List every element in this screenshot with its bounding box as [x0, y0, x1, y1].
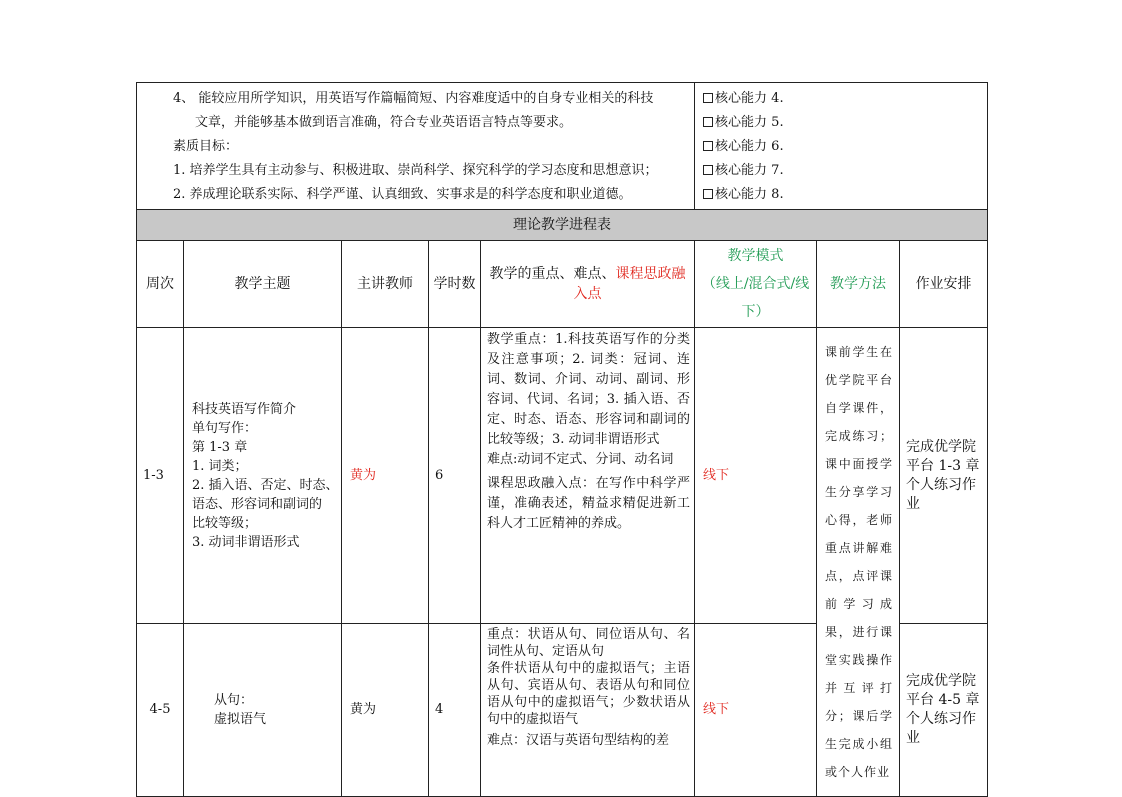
objectives-row — [137, 83, 988, 210]
checkbox-icon — [703, 165, 713, 175]
ability-item: 核心能力 5. — [703, 111, 983, 135]
objectives-cell — [137, 83, 695, 210]
ability-item: 核心能力 8. — [703, 183, 983, 207]
week-cell: 1-3 — [137, 328, 184, 624]
section-title-row — [137, 210, 988, 241]
checkbox-icon — [703, 93, 713, 103]
focus-cell: 重点：状语从句、同位语从句、名词性从句、定语从句 条件状语从句中的虚拟语气；主语从句、宾语从句、表语从句和同位语从句中的虚拟语气；少数状语从句中的虚拟语气 难点：汉语与英语句型结构的差 — [481, 624, 695, 797]
objective-line: 2. 养成理论联系实际、科学严谨、认真细致、实事求是的科学态度和职业道德。 — [173, 187, 632, 202]
checkbox-icon — [703, 117, 713, 127]
homework-cell: 完成优学院平台 1-3 章个人练习作业 — [900, 328, 988, 624]
method-cell: 课前学生在优学院平台自学课件，完成练习；课中面授学生分享学习心得，老师重点讲解难点，点评课前学习成果，进行课堂实践操作并互评打分；课后学生完成小组或个人作业 — [817, 328, 900, 797]
section-title: 理论教学进程表 — [137, 210, 988, 241]
checkbox-icon — [703, 141, 713, 151]
objective-line: 4、 能较应用所学知识，用英语写作篇幅简短、内容难度适中的自身专业相关的科技 — [173, 91, 654, 106]
objective-heading: 素质目标： — [173, 139, 239, 154]
header-focus: 教学的重点、难点、课程思政融入点 — [481, 241, 695, 328]
ability-item: 核心能力 4. — [703, 87, 983, 111]
header-method: 教学方法 — [817, 241, 900, 328]
objective-line: 文章，并能够基本做到语言准确，符合专业英语语言特点等要求。 — [195, 115, 573, 130]
course-document-page — [136, 82, 987, 797]
header-homework: 作业安排 — [900, 241, 988, 328]
focus-cell: 教学重点：1.科技英语写作的分类及注意事项；2. 词类：冠词、连词、数词、介词、动词、副词、形容词、代词、名词；3. 插入语、否定、时态、语态、形容词和副词的比较等级；3. 动词非谓语形式 难点:动词不定式、分词、动名词 课程思政融入点：在写作中科学严谨，准确表述，精益求精促进新工科人才工匠精神的养成。 — [481, 328, 695, 624]
abilities-cell — [695, 83, 988, 210]
header-teacher: 主讲教师 — [342, 241, 429, 328]
hours-cell: 6 — [429, 328, 481, 624]
mode-cell: 线下 — [695, 624, 817, 797]
header-mode: 教学模式 （线上/混合式/线下） — [695, 241, 817, 328]
homework-cell: 完成优学院平台 4-5 章个人练习作业 — [900, 624, 988, 797]
syllabus-table — [136, 82, 988, 797]
header-topic: 教学主题 — [184, 241, 342, 328]
topic-cell: 科技英语写作简介 单句写作： 第 1-3 章 1. 词类； 2. 插入语、否定、时态、 语态、形容词和副词的 比较等级； 3. 动词非谓语形式 — [184, 328, 342, 624]
ability-item: 核心能力 6. — [703, 135, 983, 159]
teacher-cell: 黄为 — [342, 624, 429, 797]
objective-line: 1. 培养学生具有主动参与、积极进取、崇尚科学、探究科学的学习态度和思想意识； — [173, 163, 658, 178]
checkbox-icon — [703, 189, 713, 199]
teacher-cell: 黄为 — [342, 328, 429, 624]
week-cell: 4-5 — [137, 624, 184, 797]
header-row — [137, 241, 988, 328]
header-week: 周次 — [137, 241, 184, 328]
header-hours: 学时数 — [429, 241, 481, 328]
table-row — [137, 328, 988, 624]
mode-cell: 线下 — [695, 328, 817, 624]
ability-item: 核心能力 7. — [703, 159, 983, 183]
hours-cell: 4 — [429, 624, 481, 797]
topic-cell: 从句： 虚拟语气 — [184, 624, 342, 797]
